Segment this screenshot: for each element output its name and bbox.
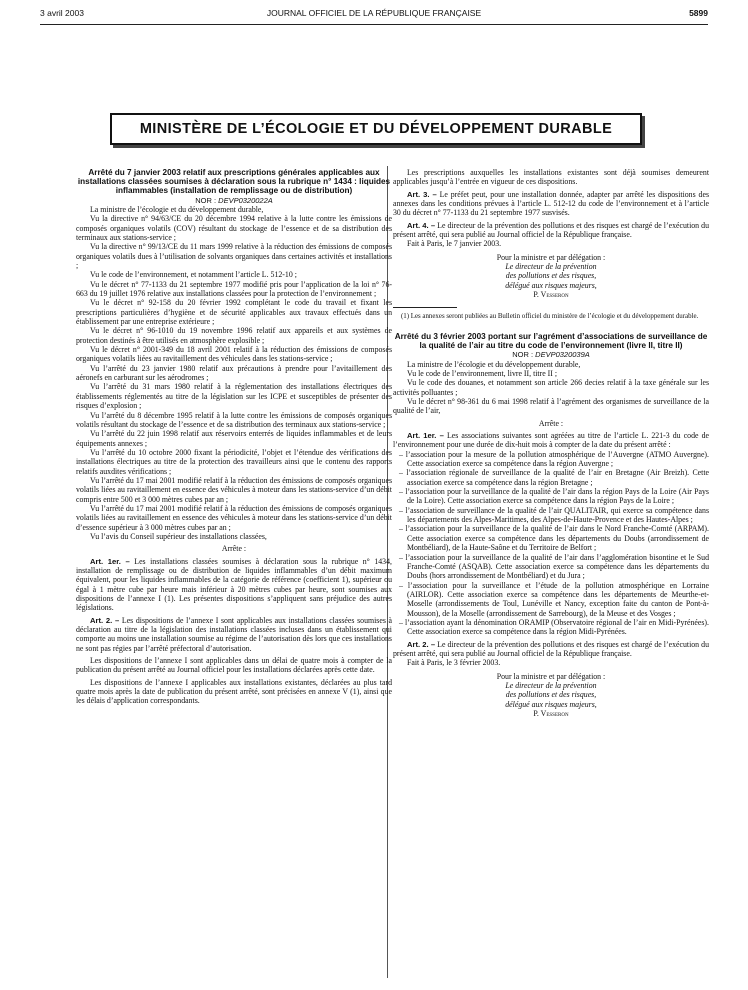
nor-label: NOR : bbox=[512, 350, 534, 360]
left-column bbox=[76, 168, 392, 706]
article-label: Art. 2. – bbox=[407, 639, 436, 649]
article-1 bbox=[76, 557, 392, 613]
signature-line: Pour la ministre et par délégation : bbox=[496, 671, 606, 681]
ministry-banner bbox=[110, 113, 642, 145]
visa-paragraph: Vu l’arrêté du 31 mars 1980 relatif à la réglementation des installations électriques des établissements réglementés au titre de la législation sur les ICPE et susceptibles de présenter des risques d’explosion ; bbox=[76, 382, 392, 411]
signature-line: Le directeur de la prévention bbox=[505, 262, 597, 272]
header-rule bbox=[40, 24, 708, 25]
header-date: 3 avril 2003 bbox=[40, 8, 84, 18]
list-item-text: l’association régionale de surveillance de la qualité de l’air en Bretagne (Air Breizh). Cette association exerce sa compétence dans la région Bretagne ; bbox=[406, 468, 709, 487]
nor-label: NOR : bbox=[195, 195, 217, 205]
article-4 bbox=[393, 221, 709, 240]
list-item-text: l’association ayant la dénomination ORAMIP (Observatoire régional de l’air en Midi-Pyrénées). Cette association exerce sa compétence dans la région Midi-Pyrénées. bbox=[405, 617, 709, 637]
nor-code: DEVP0320039A bbox=[535, 350, 590, 360]
visa-paragraph: Vu la directive n° 94/63/CE du 20 décembre 1994 relative à la lutte contre les émissions de composés organiques volatils (COV) résultant du stockage de l’essence et de sa distribution des terminaux aux stations-service ; bbox=[76, 214, 392, 242]
signature-line: des pollutions et des risques, bbox=[505, 271, 597, 281]
ministry-title: MINISTÈRE DE L’ÉCOLOGIE ET DU DÉVELOPPEMENT DURABLE bbox=[139, 121, 613, 137]
list-item: – l’association pour la mesure de la pollution atmosphérique de l’Auvergne (ATMO Auvergne). Cette association exerce sa compétence dans la région Auvergne ; bbox=[399, 449, 709, 469]
list-item: – l’association régionale de surveillance de la qualité de l’air en Bretagne (Air Breizh). Cette association exerce sa compétence dans la région Bretagne ; bbox=[399, 468, 709, 487]
visa-paragraph: Vu le code de l’environnement, et notamment l’article L. 512-10 ; bbox=[90, 270, 297, 280]
list-item: – l’association pour la surveillance de la qualité de l’air dans l’agglomération bisontine et le Sud Franche-Comté (ASQAB). Cette association exerce sa compétence dans les départements du Doubs (hors arrondissement de Montbéliard) et du Jura ; bbox=[399, 552, 709, 581]
nor-code: DEVP0320022A bbox=[218, 195, 273, 205]
decree-title: Arrêté du 7 janvier 2003 relatif aux prescriptions générales applicables aux installations classées soumises à déclaration sous la rubrique n° 1434 : liquides inflammables (installation de remplissage ou de distribution) bbox=[77, 168, 391, 196]
article-label: Art. 1er. – bbox=[407, 431, 444, 441]
article-label: Art. 1er. – bbox=[90, 556, 130, 566]
signature-line: Le directeur de la prévention bbox=[505, 680, 597, 690]
list-item: – l’association pour la surveillance et l’étude de la pollution atmosphérique en Lorraine (AIRLOR). Cette association exerce sa compétence dans les départements de Meurthe-et-Moselle (arrondissements de Toul, Lunéville et Nancy, exception faite du canton de Pont-à-Mousson), de la Moselle (arrondissement de Sarrebourg), de la Meuse et des Vosges ; bbox=[399, 580, 710, 618]
arrete-heading: Arrête : bbox=[538, 418, 564, 428]
signature-block bbox=[393, 253, 709, 300]
visa-paragraph: Vu le décret n° 2001-349 du 18 avril 2001 relatif à la réduction des émissions de composés organiques volatils liées au ravitaillement des véhicules dans les stations-service ; bbox=[76, 345, 392, 364]
list-item-text: l’association pour la mesure de la pollution atmosphérique de l’Auvergne (ATMO Auvergne). Cette association exerce sa compétence dans la région Auvergne ; bbox=[405, 449, 709, 469]
visa-paragraph: Vu le décret n° 98-361 du 6 mai 1998 relatif à l’agrément des organismes de surveillance de la qualité de l’air, bbox=[393, 397, 709, 416]
signature-line: délégué aux risques majeurs, bbox=[505, 699, 597, 709]
article-text: Les dispositions de l’annexe I sont applicables aux installations classées soumises à déclaration au titre de la législation des installations classées incluses dans un établissement qui comporte au moins une installation soumise au régime de l’autorisation dès lors que ces installations ne sont pas régies par l’arrêté préfectoral d’autorisation. bbox=[76, 615, 392, 653]
article-label: Art. 2. – bbox=[90, 615, 120, 625]
signature-line: délégué aux risques majeurs, bbox=[505, 280, 597, 290]
signature-line: des pollutions et des risques, bbox=[505, 690, 597, 700]
arrete-heading: Arrête : bbox=[221, 544, 247, 554]
signatory-name: P. Vesseron bbox=[533, 290, 569, 300]
list-item-text: l’association pour la surveillance de la qualité de l’air dans l’agglomération bisontine et le Sud Franche-Comté (ASQAB). Cette association exerce sa compétence dans les départements du Doubs (hors arrondissement de Montbéliard) et du Jura ; bbox=[405, 552, 709, 581]
visa-paragraph: Vu la directive n° 99/13/CE du 11 mars 1999 relative à la réduction des émissions de composés organiques volatils dues à l’utilisation de solvants organiques dans certaines activités et installations ; bbox=[76, 242, 392, 271]
list-item-text: l’association pour la surveillance de la qualité de l’air dans la région Pays de la Loire (Air Pays de la Loire). Cette association exerce sa compétence dans la région Pays de la Loire ; bbox=[405, 487, 709, 506]
footnote: (1) Les annexes seront publiées au Bulletin officiel du ministère de l’écologie et du développement durable. bbox=[401, 313, 699, 321]
list-item-text: l’association de surveillance de la qualité de l’air QUALITAIR, qui exerce sa compétence dans les départements des Alpes-Maritimes, des Alpes-de-Haute-Provence et des Hautes-Alpes ; bbox=[405, 505, 709, 525]
nor-reference bbox=[76, 196, 392, 205]
visa-paragraph: Vu le décret n° 77-1133 du 21 septembre 1977 modifié pris pour l’application de la loi n° 76-663 du 19 juillet 1976 relative aux installations classées pour la protection de l’environnement ; bbox=[76, 279, 392, 299]
list-item: – l’association ayant la dénomination ORAMIP (Observatoire régional de l’air en Midi-Pyrénées). Cette association exerce sa compétence dans la région Midi-Pyrénées. bbox=[399, 617, 709, 637]
visa-paragraph: Vu l’arrêté du 17 mai 2001 modifié relatif à la réduction des émissions de composés organiques volatils liées au ravitaillement en essence des véhicules à moteur dans les stations-service d’un débit d’essence supérieur à 3 000 mètres cubes par an ; bbox=[76, 503, 392, 532]
visa-paragraph: Vu l’arrêté du 23 janvier 1980 relatif aux précautions à prendre pour l’avitaillement des aéronefs en carburant sur les aérodromes ; bbox=[76, 363, 392, 383]
page-header bbox=[40, 8, 708, 22]
visa-paragraph: La ministre de l’écologie et du développement durable, bbox=[407, 359, 581, 369]
visa-paragraph: Vu le décret n° 96-1010 du 19 novembre 1996 relatif aux appareils et aux systèmes de protection destinés à être utilisés en atmosphère explosible ; bbox=[76, 326, 392, 345]
article-text: Les associations suivantes sont agréées au titre de l’article L. 221-3 du code de l’environnement pour une durée de dix-huit mois à compter de la date du présent arrêté : bbox=[393, 431, 709, 450]
visa-paragraph: Vu l’arrêté du 10 octobre 2000 fixant la périodicité, l’objet et l’étendue des vérifications des installations électriques au titre de la protection des travailleurs ainsi que le contenu des rapports relatifs auxdites vérifications ; bbox=[76, 447, 392, 476]
article-3 bbox=[393, 190, 709, 218]
signature-place-date: Fait à Paris, le 3 février 2003. bbox=[407, 658, 501, 668]
list-item: – l’association pour la surveillance de la qualité de l’air dans la région Pays de la Loire (Air Pays de la Loire). Cette association exerce sa compétence dans la région Pays de la Loire ; bbox=[399, 487, 709, 506]
article-paragraph: Les dispositions de l’annexe I applicables aux installations existantes, déclarées au plus tard quatre mois après la date de publication du présent arrêté, sont précisées en annexe V (1), ainsi que les délais d’application correspondants. bbox=[76, 677, 392, 706]
article-paragraph: Les prescriptions auxquelles les installations existantes sont déjà soumises demeurent applicables jusqu’à l’entrée en vigueur de ces dispositions. bbox=[393, 168, 709, 187]
page-number: 5899 bbox=[689, 8, 708, 18]
list-item-text: l’association pour la surveillance de la qualité de l’air dans le Nord Franche-Comté (ARPAM). Cette association exerce sa compétence dans les départements du Doubs (arrondissement de Montbéliard), de la Haute-Saône et du Territoire de Belfort ; bbox=[405, 524, 709, 553]
list-item: – l’association de surveillance de la qualité de l’air QUALITAIR, qui exerce sa compétence dans les départements des Alpes-Maritimes, des Alpes-de-Haute-Provence et des Hautes-Alpes ; bbox=[399, 505, 709, 525]
article-text: Le préfet peut, pour une installation donnée, adapter par arrêté les dispositions des annexes dans les conditions prévues à l’article L. 512-12 du code de l’environnement et à l’article 30 du décret n° 77-1133 du 21 septembre 1977 susvisés. bbox=[393, 189, 709, 218]
article-2 bbox=[393, 640, 709, 659]
nor-reference bbox=[393, 350, 709, 359]
list-item-text: l’association pour la surveillance et l’étude de la pollution atmosphérique en Lorraine (AIRLOR). Cette association exerce sa compétence dans les départements de Meurthe-et-Moselle (arrondissements de Toul, Lunéville et Nancy, exception faite du canton de Pont-à-Mousson), de la Moselle (arrondissement de Sarrebourg), de la Meuse et des Vosges ; bbox=[407, 580, 710, 618]
footnote-rule bbox=[393, 307, 457, 308]
right-column bbox=[393, 168, 709, 718]
article-label: Art. 3. – bbox=[407, 189, 437, 199]
list-item: – l’association pour la surveillance de la qualité de l’air dans le Nord Franche-Comté (ARPAM). Cette association exerce sa compétence dans les départements du Doubs (arrondissement de Montbéliard), de la Haute-Saône et du Territoire de Belfort ; bbox=[399, 524, 709, 553]
visa-paragraph: Vu l’avis du Conseil supérieur des installations classées, bbox=[90, 531, 267, 541]
signature-line: Pour la ministre et par délégation : bbox=[496, 252, 606, 262]
visa-paragraph: La ministre de l’écologie et du développement durable, bbox=[90, 204, 264, 214]
visa-paragraph: Vu le code des douanes, et notamment son article 266 decies relatif à la taxe générale sur les activités polluantes ; bbox=[393, 378, 709, 397]
article-label: Art. 4. – bbox=[407, 220, 436, 230]
visa-paragraph: Vu le décret n° 92-158 du 20 février 1992 complétant le code du travail et fixant les prescriptions particulières d’hygiène et de sécurité applicables aux travaux effectués dans un établissement par une entreprise extérieure ; bbox=[76, 298, 392, 327]
visa-paragraph: Vu le code de l’environnement, livre II, titre II ; bbox=[407, 368, 558, 378]
signature-place-date: Fait à Paris, le 7 janvier 2003. bbox=[407, 239, 502, 249]
article-text: Le directeur de la prévention des pollutions et des risques est chargé de l’exécution du présent arrêté, qui sera publié au Journal officiel de la République française. bbox=[393, 639, 709, 658]
visa-paragraph: Vu l’arrêté du 17 mai 2001 modifié relatif à la réduction des émissions de composés organiques volatils liées au ravitaillement en essence des véhicules à moteur dans les stations-service d’un débit compris entre 500 et 3 000 mètres cubes par an ; bbox=[76, 475, 392, 504]
signatory-name: P. Vesseron bbox=[533, 709, 569, 718]
article-text: Le directeur de la prévention des pollutions et des risques est chargé de l’exécution du présent arrêté, qui sera publié au Journal officiel de la République française. bbox=[393, 220, 709, 240]
article-2 bbox=[76, 616, 392, 653]
article-text: Les installations classées soumises à déclaration sous la rubrique n° 1434, installation de remplissage ou de distribution de liquides inflammables d’un débit maximum équivalent, pour les liquides inflammables de la catégorie de référence (coefficient 1), supérieur ou égal à 1 mètre cube par heure mais inférieur à 20 mètres cubes par heure, sont soumises aux dispositions de l’annexe I (1). Les présentes dispositions s’appliquent sans préjudice des autres législations. bbox=[76, 556, 392, 613]
article-paragraph: Les dispositions de l’annexe I sont applicables dans un délai de quatre mois à compter de la publication du présent arrêté au Journal officiel pour les installations déclarées après cette date. bbox=[76, 656, 392, 675]
visa-paragraph: Vu l’arrêté du 8 décembre 1995 relatif à la lutte contre les émissions de composés organiques volatils résultant du stockage de l’essence et de sa distribution des terminaux aux stations-service ; bbox=[76, 410, 392, 429]
journal-title: JOURNAL OFFICIEL DE LA RÉPUBLIQUE FRANÇAISE bbox=[266, 8, 482, 18]
signature-block bbox=[393, 672, 709, 719]
visa-paragraph: Vu l’arrêté du 22 juin 1998 relatif aux réservoirs enterrés de liquides inflammables et de leurs équipements annexes ; bbox=[76, 429, 392, 448]
decree-title: Arrêté du 3 février 2003 portant sur l’agrément d’associations de surveillance de la qualité de l’air au titre du code de l’environnement (livre II, titre II) bbox=[394, 331, 708, 351]
article-1 bbox=[393, 431, 709, 450]
